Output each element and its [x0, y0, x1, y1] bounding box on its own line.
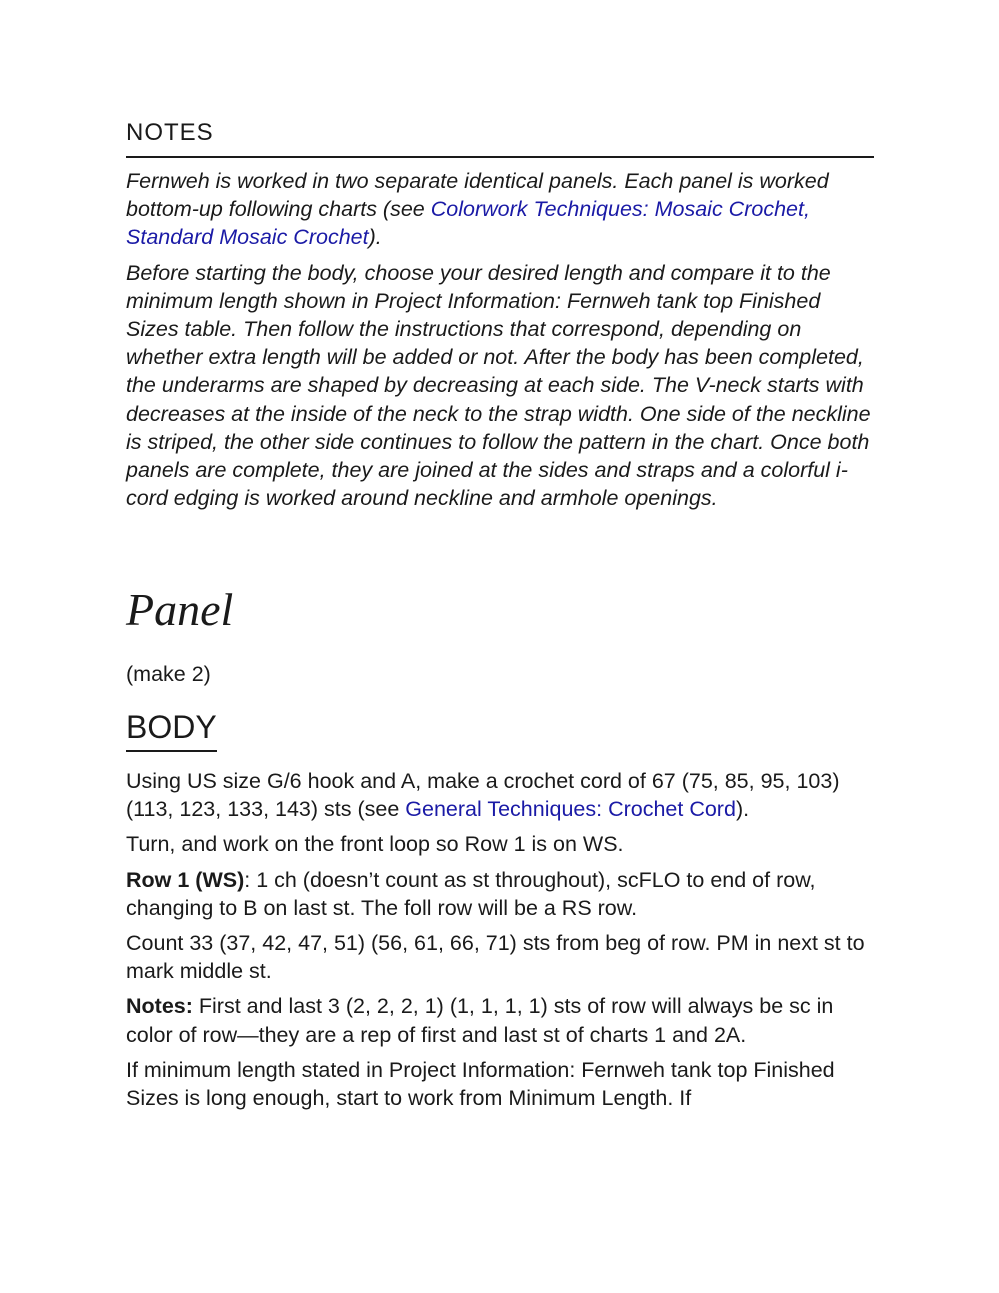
- notes-p1-text-b: ).: [368, 225, 382, 250]
- general-techniques-link[interactable]: General Techniques: Crochet Cord: [405, 797, 736, 822]
- make-count-note: (make 2): [126, 662, 211, 686]
- row-1-label: Row 1 (WS): [126, 867, 245, 892]
- notes-label: Notes:: [126, 994, 193, 1019]
- notes-p1-text-a: Fernweh is worked in two separate identical panels. Each panel is worked bottom-up following charts (see: [126, 169, 829, 222]
- body-instructions: [126, 767, 874, 1119]
- body-paragraph-3: [126, 866, 874, 922]
- notes-paragraph-1: [126, 167, 874, 252]
- panel-title: Panel: [126, 584, 234, 635]
- colorwork-techniques-link[interactable]: Colorwork Techniques: Mosaic Crochet, Standard Mosaic Crochet: [126, 197, 810, 250]
- notes-paragraph-2: Before starting the body, choose your desired length and compare it to the minimum length shown in Project Information: Fernweh tank top Finished Sizes table. Then follow the instructions that correspond, depending on whether extra length will be added or not. After the body has been completed, the underarms are shaped by decreasing at each side. The V-neck starts with decreases at the inside of the neck to the strap width. One side of the neckline is striped, the other side continues to follow the pattern in the chart. Once both panels are complete, they are joined at the sides and straps and a colorful i-cord edging is worked around neckline and armhole openings.: [126, 260, 871, 511]
- notes-body: [126, 167, 874, 519]
- body-paragraph-4: Count 33 (37, 42, 47, 51) (56, 61, 66, 71) sts from beg of row. PM in next st to mark middle st.: [126, 931, 865, 984]
- row-1-text: : 1 ch (doesn’t count as st throughout), scFLO to end of row, changing to B on last st. The foll row will be a RS row.: [126, 867, 816, 920]
- body-heading: BODY: [126, 708, 217, 752]
- body-paragraph-6: If minimum length stated in Project Information: Fernweh tank top Finished Sizes is long enough, start to work from Minimum Length. If: [126, 1057, 835, 1111]
- notes-heading: NOTES: [126, 118, 874, 158]
- body-paragraph-1: [126, 767, 874, 823]
- body-paragraph-5: [126, 992, 874, 1048]
- body-p1-text-b: ).: [735, 797, 750, 822]
- body-p1-text-a: Using US size G/6 hook and A, make a crochet cord of 67 (75, 85, 95, 103) (113, 123, 133, 143) sts (see: [126, 769, 840, 822]
- body-paragraph-2: Turn, and work on the front loop so Row 1 is on WS.: [126, 832, 624, 857]
- notes-text: First and last 3 (2, 2, 2, 1) (1, 1, 1, 1) sts of row will always be sc in color of row—they are a rep of first and last st of charts 1 and 2A.: [126, 994, 834, 1047]
